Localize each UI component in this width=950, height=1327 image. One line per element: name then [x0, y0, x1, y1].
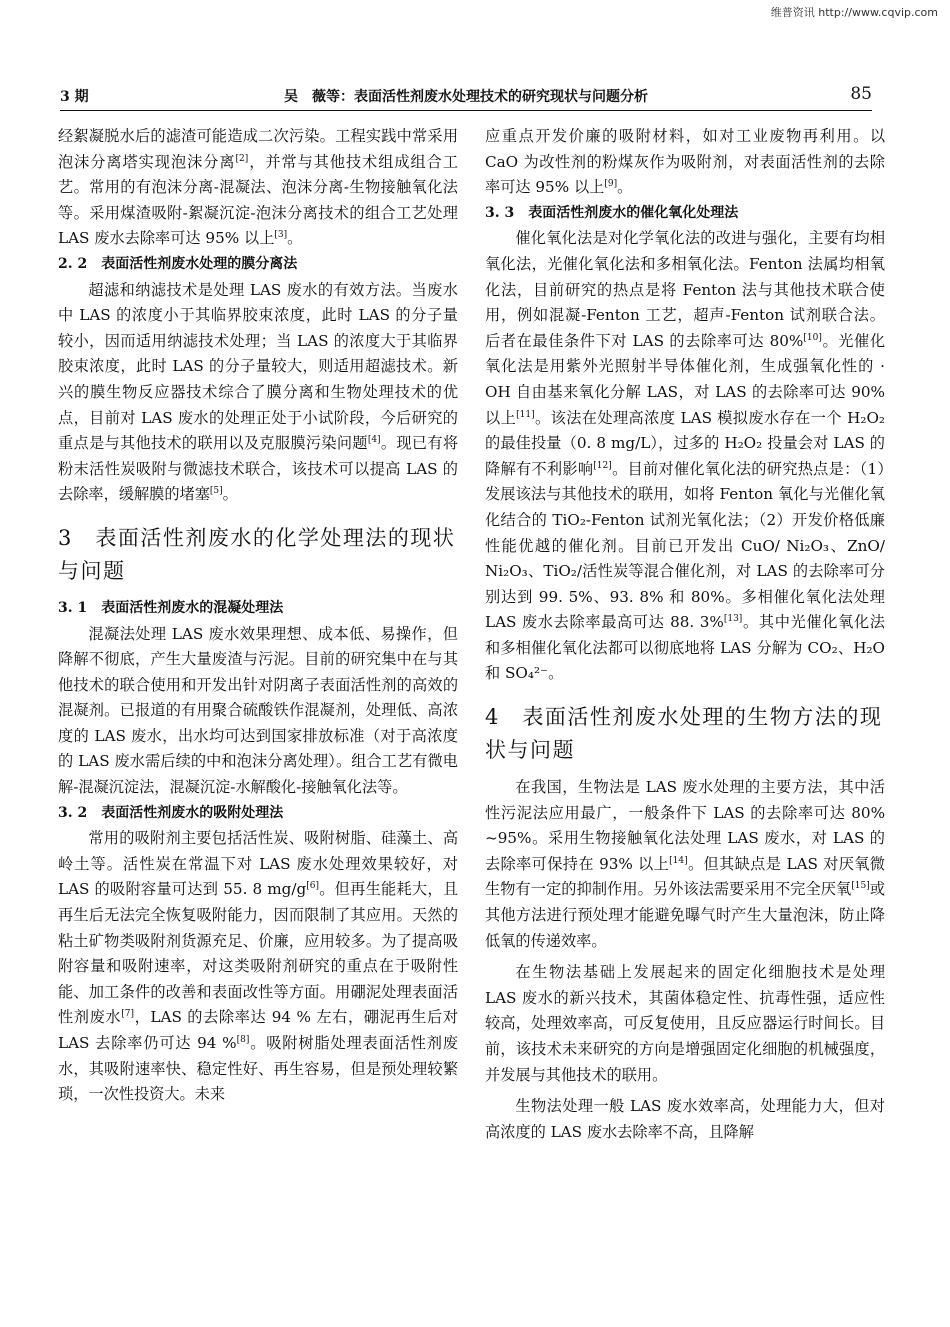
watermark: 维普资讯 http://www.cqvip.com — [770, 6, 938, 19]
left-column — [58, 124, 458, 1108]
section-heading-3-2: 3. 2 表面活性剂废水的吸附处理法 — [58, 804, 284, 821]
issue-number: 3 期 — [60, 89, 89, 105]
right-column — [485, 124, 885, 1145]
paragraph: 催化氧化法是对化学氧化法的改进与强化，主要有均相氧化法，光催化氧化法和多相氧化法。Fenton 法属均相氧化法，目前研究的热点是将 Fenton 法与其他技术联合使用，例如混凝-Fenton 工艺，超声-Fenton 试剂联合法。后者在最佳条件下对 LAS 的去除率可达 80%[10]。光催化氧化法是用紫外光照射半导体催化剂，生成强氧化性的 · OH 自由基来氧化分解 LAS，对 LAS 的去除率可达 90% 以上[11]。该法在处理高浓度 LAS 模拟废水存在一个 H₂O₂ 的最佳投量（0. 8 mg/L），过多的 H₂O₂ 投量会对 LAS 的降解有不利影响[12]。目前对催化氧化法的研究热点是：（1）发展该法与其他技术的联用，如将 Fenton 氧化与光催化氧化结合的 TiO₂-Fenton 试剂光氧化法；（2）开发价格低廉性能优越的催化剂。目前已开发出 CuO/ Ni₂O₃、ZnO/ Ni₂O₃、TiO₂/活性炭等混合催化剂，对 LAS 的去除率可分别达到 99. 5%、93. 8% 和 80%。多相催化氧化法处理 LAS 废水去除率最高可达 88. 3%[13]。其中光催化氧化法和多相催化氧化法都可以彻底地将 LAS 分解为 CO₂、H₂O 和 SO₄²⁻。 — [485, 229, 886, 683]
running-title: 吴 薇等：表面活性剂废水处理技术的研究现状与问题分析 — [284, 89, 648, 105]
paragraph: 在生物法基础上发展起来的固定化细胞技术是处理 LAS 废水的新兴技术，其菌体稳定性、抗毒性强，适应性较高，处理效率高，可反复使用，且反应器运行时间长。目前，该技术未来研究的方向是增强固定化细胞的机械强度，并发展与其他技术的联用。 — [485, 963, 885, 1084]
paragraph: 混凝法处理 LAS 废水效果理想、成本低、易操作，但降解不彻底，产生大量废渣与污泥。目前的研究集中在与其他技术的联合使用和开发出针对阴离子表面活性剂的高效的混凝剂。已报道的有用聚合硫酸铁作混凝剂，处理低、高浓度的 LAS 废水，出水均可达到国家排放标准（对于高浓度的 LAS 废水需后续的中和泡沫分离处理）。组合工艺有微电解-混凝沉淀法，混凝沉淀-水解酸化-接触氧化法等。 — [58, 624, 458, 797]
paragraph: 应重点开发价廉的吸附材料，如对工业废物再利用。以 CaO 为改性剂的粉煤灰作为吸附剂，对表面活性剂的去除率可达 95% 以上[9]。 — [485, 127, 885, 197]
page-number: 85 — [850, 84, 872, 104]
paragraph: 常用的吸附剂主要包括活性炭、吸附树脂、硅藻土、高岭土等。活性炭在常温下对 LAS 废水处理效果较好，对 LAS 的吸附容量可达到 55. 8 mg/g[6]。但再生能耗大，且再生后无法完全恢复吸附能力，因而限制了其应用。天然的粘土矿物类吸附剂货源充足、价廉，应用较多。为了提高吸附容量和吸附速率，对这类吸附剂研究的重点在于吸附性能、加工条件的改善和表面改性等方面。用硼泥处理表面活性剂废水[7]，LAS 的去除率达 94 % 左右，硼泥再生后对 LAS 去除率仍可达 94 %[8]。吸附树脂处理表面活性剂废水，其吸附速率快、稳定性好、再生容易，但是预处理较繁琐，一次性投资大。未来 — [58, 829, 459, 1104]
section-heading-4: 4 表面活性剂废水处理的生物方法的现状与问题 — [485, 705, 883, 763]
paragraph: 超滤和纳滤技术是处理 LAS 废水的有效方法。当废水中 LAS 的浓度小于其临界胶束浓度，此时 LAS 的分子量较小，因而适用纳滤技术处理；当 LAS 的浓度大于其临界胶束浓度，此时 LAS 的分子量较大，则适用超滤技术。新兴的膜生物反应器技术综合了膜分离和生物处理技术的优点，目前对 LAS 废水的处理正处于小试阶段，今后研究的重点是与其他技术的联用以及克服膜污染问题[4]。现已有将粉末活性炭吸附与微滤技术联合，该技术可以提高 LAS 的去除率，缓解膜的堵塞[5]。 — [58, 280, 459, 504]
section-heading-2-2: 2. 2 表面活性剂废水处理的膜分离法 — [58, 255, 298, 272]
section-heading-3-1: 3. 1 表面活性剂废水的混凝处理法 — [58, 599, 284, 616]
paragraph: 经絮凝脱水后的滤渣可能造成二次污染。工程实践中常采用泡沫分离塔实现泡沫分离[2]，并常与其他技术组成组合工艺。常用的有泡沫分离-混凝法、泡沫分离-生物接触氧化法等。采用煤渣吸附-絮凝沉淀-泡沫分离技术的组合工艺处理 LAS 废水去除率可达 95% 以上[3]。 — [58, 127, 459, 248]
section-heading-3-3: 3. 3 表面活性剂废水的催化氧化处理法 — [485, 204, 739, 221]
paragraph: 生物法处理一般 LAS 废水效率高，处理能力大，但对高浓度的 LAS 废水去除率不高，且降解 — [485, 1097, 885, 1141]
running-header — [60, 86, 872, 111]
paragraph: 在我国，生物法是 LAS 废水处理的主要方法，其中活性污泥法应用最广，一般条件下 LAS 的去除率可达 80% ~95%。采用生物接触氧化法处理 LAS 废水，对 LAS 的去除率可保持在 93% 以上[14]。但其缺点是 LAS 对厌氧微生物有一定的抑制作用。另外该法需要采用不完全厌氧[15]或其他方法进行预处理才能避免曝气时产生大量泡沫，防止降低氧的传递效率。 — [485, 778, 886, 950]
section-heading-3: 3 表面活性剂废水的化学处理法的现状与问题 — [58, 525, 456, 583]
